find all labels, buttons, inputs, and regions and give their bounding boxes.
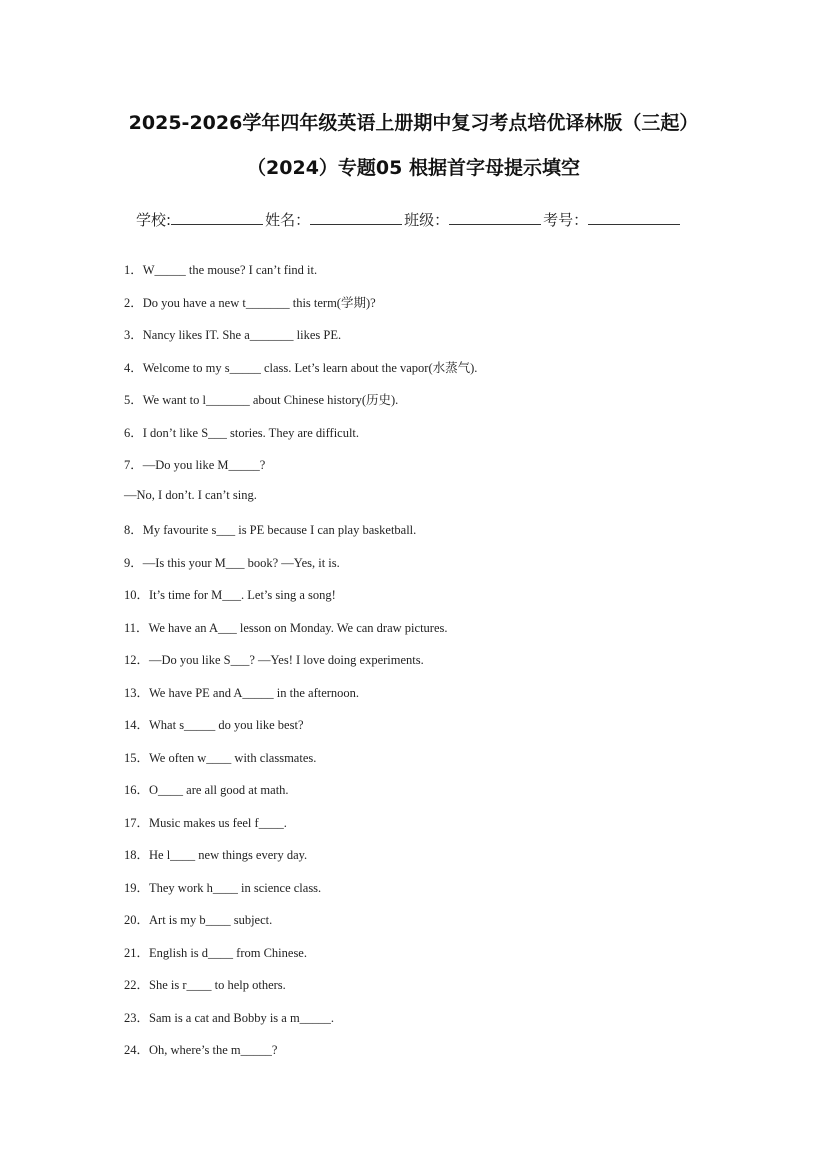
name-blank[interactable]	[310, 210, 402, 225]
title-line-1: 2025-2026学年四年级英语上册期中复习考点培优译林版（三起）	[128, 112, 699, 134]
title-line-2: （2024）专题05 根据首字母提示填空	[247, 157, 580, 179]
class-blank[interactable]	[449, 210, 541, 225]
question-11: 11．We have an A___ lesson on Monday. We can draw pictures.	[124, 621, 448, 635]
question-1: 1．W_____ the mouse? I can’t find it.	[124, 263, 318, 277]
question-10: 10．It’s time for M___. Let’s sing a song!	[124, 588, 336, 602]
question-14: 14．What s_____ do you like best?	[124, 718, 304, 732]
question-16: 16．O____ are all good at math.	[124, 783, 289, 797]
question-9: 9．—Is this your M___ book? —Yes, it is.	[124, 556, 340, 570]
question-5: 5．We want to l_______ about Chinese history(历史).	[124, 393, 399, 407]
question-18: 18．He l____ new things every day.	[124, 848, 308, 862]
question-21: 21．English is d____ from Chinese.	[124, 946, 307, 960]
school-label: 学校:	[136, 211, 172, 229]
exam-no-label: 考号：	[543, 211, 589, 229]
question-24: 24．Oh, where’s the m_____?	[124, 1043, 278, 1057]
exam-no-blank[interactable]	[588, 210, 680, 225]
question-22: 22．She is r____ to help others.	[124, 978, 286, 992]
question-4: 4．Welcome to my s_____ class. Let’s learn about the vapor(水蒸气).	[124, 361, 478, 375]
student-info-row	[136, 209, 682, 230]
class-label: 班级：	[404, 211, 450, 229]
name-label: 姓名：	[265, 211, 311, 229]
question-20: 20．Art is my b____ subject.	[124, 913, 273, 927]
question-8: 8．My favourite s___ is PE because I can play basketball.	[124, 523, 417, 537]
question-23: 23．Sam is a cat and Bobby is a m_____.	[124, 1011, 335, 1025]
question-15: 15．We often w____ with classmates.	[124, 751, 317, 765]
question-13: 13．We have PE and A_____ in the afternoon.	[124, 686, 360, 700]
question-2: 2．Do you have a new t_______ this term(学期)?	[124, 296, 376, 310]
school-blank[interactable]	[171, 210, 263, 225]
question-7-answer-line: —No, I don’t. I can’t sing.	[124, 488, 257, 502]
question-12: 12．—Do you like S___? —Yes! I love doing experiments.	[124, 653, 424, 667]
question-17: 17．Music makes us feel f____.	[124, 816, 287, 830]
question-7: 7．—Do you like M_____?	[124, 458, 266, 472]
question-19: 19．They work h____ in science class.	[124, 881, 322, 895]
question-6: 6．I don’t like S___ stories. They are difficult.	[124, 426, 360, 440]
question-3: 3．Nancy likes IT. She a_______ likes PE.	[124, 328, 342, 342]
